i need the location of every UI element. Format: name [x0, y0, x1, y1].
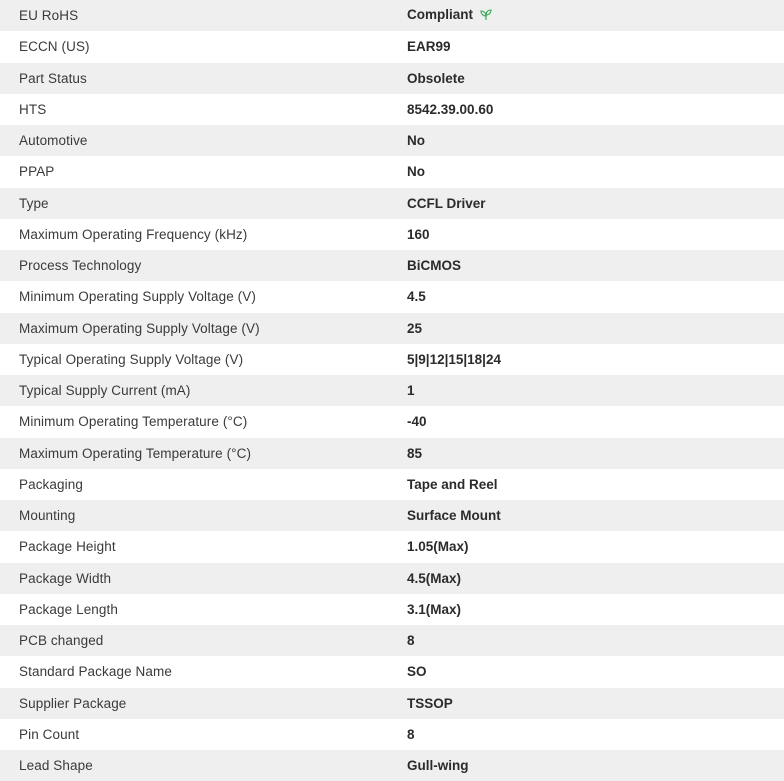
spec-label: Package Length: [19, 601, 118, 617]
spec-value: 85: [407, 445, 423, 461]
table-row: [0, 500, 784, 531]
spec-label: HTS: [19, 101, 47, 117]
spec-label: Package Height: [19, 539, 116, 555]
table-row: [0, 188, 784, 219]
spec-value: 3.1(Max): [407, 601, 462, 617]
table-row: [0, 656, 784, 687]
spec-value: 1.05(Max): [407, 539, 469, 555]
table-row: [0, 313, 784, 344]
table-row: [0, 31, 784, 62]
spec-value: Compliant: [407, 7, 473, 23]
spec-value: SO: [407, 664, 427, 680]
table-row: [0, 438, 784, 469]
spec-value: -40: [407, 414, 427, 430]
spec-value: 8542.39.00.60: [407, 101, 494, 117]
spec-label: Mounting: [19, 508, 76, 524]
table-row: [0, 250, 784, 281]
spec-label: Maximum Operating Supply Voltage (V): [19, 320, 260, 336]
spec-value: 160: [407, 226, 430, 242]
spec-label: Part Status: [19, 70, 87, 86]
table-row: [0, 344, 784, 375]
spec-label: Process Technology: [19, 258, 142, 274]
spec-value: Gull-wing: [407, 758, 469, 774]
spec-value-cell: [407, 0, 784, 31]
spec-label: Supplier Package: [19, 695, 127, 711]
spec-value: Tape and Reel: [407, 476, 498, 492]
spec-value: 8: [407, 633, 415, 649]
spec-label: Type: [19, 195, 49, 211]
spec-label: Automotive: [19, 133, 88, 149]
table-row: [0, 406, 784, 437]
spec-label: Lead Shape: [19, 758, 93, 774]
table-row: [0, 63, 784, 94]
spec-value: BiCMOS: [407, 258, 461, 274]
spec-label: PPAP: [19, 164, 55, 180]
table-row: [0, 469, 784, 500]
spec-value: 4.5: [407, 289, 426, 305]
table-row: [0, 0, 784, 31]
spec-value: 1: [407, 383, 415, 399]
table-row: [0, 375, 784, 406]
table-row: [0, 719, 784, 750]
spec-label: Maximum Operating Temperature (°C): [19, 445, 252, 461]
table-row: [0, 688, 784, 719]
spec-value: 25: [407, 320, 423, 336]
spec-value: 8: [407, 726, 415, 742]
spec-label: Typical Supply Current (mA): [19, 383, 191, 399]
spec-label: Packaging: [19, 476, 83, 492]
spec-label: Minimum Operating Temperature (°C): [19, 414, 248, 430]
spec-label: ECCN (US): [19, 39, 90, 55]
table-row: [0, 750, 784, 781]
spec-value: Obsolete: [407, 70, 465, 86]
table-row: [0, 531, 784, 562]
spec-label: Typical Operating Supply Voltage (V): [19, 351, 244, 367]
spec-label: Maximum Operating Frequency (kHz): [19, 226, 248, 242]
table-row: [0, 625, 784, 656]
spec-label: Pin Count: [19, 726, 80, 742]
table-row: [0, 563, 784, 594]
spec-value: No: [407, 133, 425, 149]
table-row: [0, 94, 784, 125]
spec-value: EAR99: [407, 39, 451, 55]
table-row: [0, 219, 784, 250]
spec-label: EU RoHS: [19, 8, 79, 24]
table-row: [0, 156, 784, 187]
table-row: [0, 594, 784, 625]
spec-label: Package Width: [19, 570, 112, 586]
spec-label: PCB changed: [19, 633, 104, 649]
spec-label: Minimum Operating Supply Voltage (V): [19, 289, 256, 305]
spec-value: Surface Mount: [407, 508, 501, 524]
spec-value: TSSOP: [407, 695, 453, 711]
spec-value: No: [407, 164, 425, 180]
spec-value: CCFL Driver: [407, 195, 486, 211]
spec-label: Standard Package Name: [19, 664, 172, 680]
spec-value: 5|9|12|15|18|24: [407, 351, 501, 367]
table-row: [0, 281, 784, 312]
leaf-icon: [479, 9, 493, 24]
spec-value: 4.5(Max): [407, 570, 462, 586]
table-row: [0, 125, 784, 156]
